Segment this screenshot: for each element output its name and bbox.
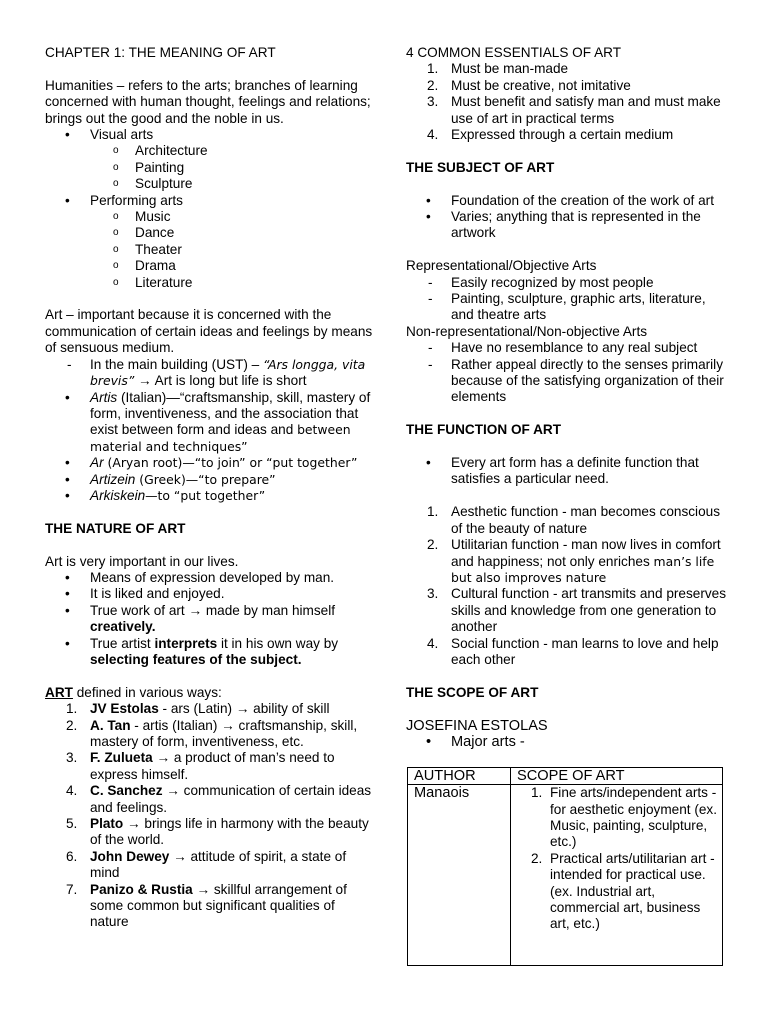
list-item: [45, 193, 373, 209]
artis-term: Artis: [90, 389, 118, 405]
table-cell-author: Manaois: [408, 785, 511, 966]
list-item: [45, 603, 373, 636]
table-header-row: [408, 767, 723, 784]
item-label: Theater: [135, 241, 182, 257]
circle-bullet-icon: o: [113, 260, 119, 272]
list-item: [45, 390, 373, 456]
definitions-list: [45, 701, 373, 931]
item-label: Practical arts/utilitarian art - intended for practical use. (ex. Industrial art, commercial art, business art, etc.): [550, 850, 715, 932]
item-label: Easily recognized by most people: [451, 274, 654, 290]
list-item: [406, 291, 726, 324]
ar-term: Ar: [90, 455, 104, 471]
item-label: Every art form has a definite function that satisfies a particular need.: [451, 455, 699, 487]
item-label: Have no resemblance to any real subject: [451, 340, 698, 356]
artizein-term: Artizein: [90, 471, 136, 487]
item-number: 2.: [66, 717, 78, 733]
left-column: [45, 45, 373, 931]
list-item: [406, 586, 726, 635]
item-label: Painting, sculpture, graphic arts, literature, and theatre arts: [451, 291, 706, 323]
item-label: Expressed through a certain medium: [451, 127, 674, 143]
item-label: Utilitarian function - man now lives in comfort and happiness; not only enriches: [451, 537, 721, 569]
item-number: 6.: [66, 848, 78, 864]
art-defined-intro: [45, 685, 373, 701]
item-label: Must benefit and satisfy man and must make use of art in practical terms: [451, 94, 721, 126]
subject-list: [406, 193, 726, 242]
item-label: Fine arts/independent arts - for aesthetic enjoyment (ex. Music, painting, sculpture, etc.): [550, 785, 717, 850]
artizein-definition: (Greek)—“to prepare”: [135, 471, 276, 487]
list-item: [406, 455, 726, 488]
dash-icon: -: [428, 340, 433, 356]
nonrepresentational-title: Non-representational/Non-objective Arts: [406, 323, 648, 339]
ar-definition: (Aryan root)—“to join” or “put together”: [103, 455, 358, 471]
list-item: [406, 127, 726, 143]
performing-arts-label: Performing arts: [90, 192, 183, 208]
item-number: 3.: [427, 94, 439, 110]
list-item: [45, 143, 373, 159]
definition-text: → skillful arrangement of some common but significant qualities of nature: [90, 881, 347, 930]
list-item: [406, 537, 726, 586]
item-label: Varies; anything that is represented in the artwork: [451, 209, 701, 241]
list-item: [406, 61, 726, 77]
nature-list: [45, 570, 373, 668]
item-label: Music: [135, 209, 171, 225]
arkiskein-term: Arkiskein: [90, 487, 146, 503]
circle-bullet-icon: o: [113, 227, 119, 239]
bullet-icon: •: [65, 487, 70, 503]
list-item: [45, 750, 373, 783]
list-item: [45, 882, 373, 931]
major-arts-list: [406, 734, 726, 750]
list-item: [45, 209, 373, 225]
list-item: [45, 816, 373, 849]
item-label: Painting: [135, 159, 185, 175]
list-item: [406, 357, 726, 406]
list-item: [45, 586, 373, 602]
list-item: [45, 160, 373, 176]
ust-meaning: → Art is long but life is short: [134, 373, 307, 389]
author-name: Panizo & Rustia: [90, 881, 193, 897]
list-item: [45, 488, 373, 504]
list-item: [406, 78, 726, 94]
list-item: [45, 455, 373, 471]
circle-bullet-icon: o: [113, 161, 119, 173]
item-emphasis: interprets: [154, 635, 218, 651]
arkiskein-definition: —to “put together”: [145, 487, 266, 503]
bullet-icon: •: [65, 192, 70, 208]
item-number: 7.: [66, 881, 78, 897]
item-label: Literature: [135, 274, 193, 290]
bullet-icon: •: [65, 455, 70, 471]
bullet-icon: •: [426, 455, 431, 471]
list-item: [406, 94, 726, 127]
author-name: A. Tan: [90, 717, 131, 733]
item-label: Must be man-made: [451, 61, 569, 77]
art-important-paragraph: Art – important because it is concerned with the communication of certain ideas and feelings by means of sensuous medium.: [45, 307, 373, 356]
item-label: True work of art → made by man himself: [90, 602, 336, 618]
list-item: [45, 636, 373, 669]
bullet-icon: •: [65, 471, 70, 487]
item-label: Means of expression developed by man.: [90, 569, 335, 585]
list-item: [517, 785, 722, 851]
ust-quote: “Ars longga, vita brevis”: [90, 356, 366, 389]
list-item: [45, 225, 373, 241]
definition-text: → attitude of spirit, a state of mind: [90, 848, 347, 881]
right-column: [406, 45, 726, 966]
item-emphasis: selecting features of the subject.: [90, 651, 302, 667]
item-number: 4.: [427, 635, 439, 651]
dash-icon: -: [428, 356, 433, 372]
definition-text: - artis (Italian) → craftsmanship, skill, mastery of form, inventiveness, etc.: [90, 717, 358, 749]
item-number: 3.: [66, 750, 78, 766]
item-label: Cultural function - art transmits and preserves skills and knowledge from one generation to another: [451, 586, 727, 635]
nature-heading: THE NATURE OF ART: [45, 520, 186, 536]
scope-heading: THE SCOPE OF ART: [406, 684, 539, 700]
item-number: 4.: [66, 783, 78, 799]
circle-bullet-icon: o: [113, 145, 119, 157]
item-number: 5.: [66, 816, 78, 832]
dash-icon: -: [428, 274, 433, 290]
list-item: [45, 258, 373, 274]
item-label: True artist: [90, 635, 155, 651]
list-item: [406, 209, 726, 242]
item-number: 3.: [427, 586, 439, 602]
list-item: [45, 783, 373, 816]
item-number: 1.: [66, 701, 78, 717]
artis-definition-tail: between material and techniques”: [90, 422, 351, 454]
list-item: [45, 357, 373, 390]
nature-intro: Art is very important in our lives.: [45, 553, 239, 569]
representational-title: Representational/Objective Arts: [406, 258, 597, 274]
item-label: Rather appeal directly to the senses primarily because of the satisfying organization of their elements: [451, 356, 724, 405]
author-name: JV Estolas: [90, 701, 159, 717]
table-cell-scope: [511, 785, 723, 966]
list-item: [406, 193, 726, 209]
humanities-paragraph: Humanities – refers to the arts; branches of learning concerned with human thought, feelings and relations; brings out the good and the noble in us.: [45, 77, 371, 126]
list-item: [45, 176, 373, 192]
list-item: [406, 504, 726, 537]
list-item: [45, 472, 373, 488]
list-item: [45, 849, 373, 882]
item-label: Major arts -: [451, 733, 525, 750]
artis-definition: (Italian)—“craftsmanship, skill, mastery of form, inventiveness, and the association that exist between form and ideas and: [90, 389, 371, 438]
table-header-author: AUTHOR: [408, 767, 511, 784]
representational-list: [406, 275, 726, 324]
item-label: It is liked and enjoyed.: [90, 586, 225, 602]
item-label: Aesthetic function - man becomes conscious of the beauty of nature: [451, 504, 720, 536]
function-intro-list: [406, 455, 726, 488]
list-item: [45, 570, 373, 586]
item-label: it in his own way by: [217, 635, 339, 651]
item-number: 4.: [427, 127, 439, 143]
item-number: 2.: [427, 77, 439, 93]
list-item: [45, 718, 373, 751]
item-label: Dance: [135, 225, 175, 241]
author-name: F. Zulueta: [90, 750, 153, 766]
bullet-icon: •: [65, 586, 70, 602]
list-item: [406, 734, 726, 750]
bullet-icon: •: [426, 192, 431, 208]
list-item: [45, 242, 373, 258]
list-item: [45, 127, 373, 143]
item-emphasis: creatively.: [90, 619, 156, 635]
list-item: [406, 340, 726, 356]
author-name: Plato: [90, 816, 124, 832]
list-item: [517, 851, 722, 933]
chapter-title: CHAPTER 1: THE MEANING OF ART: [45, 45, 276, 60]
circle-bullet-icon: o: [113, 211, 119, 223]
definition-text: → brings life in harmony with the beauty of the world.: [90, 816, 369, 848]
item-label: Architecture: [135, 143, 208, 159]
list-item: [406, 275, 726, 291]
item-label: Social function - man learns to love and help each other: [451, 635, 719, 667]
essentials-title: 4 COMMON ESSENTIALS OF ART: [406, 45, 622, 60]
item-number: 1.: [531, 785, 543, 801]
nonrepresentational-list: [406, 340, 726, 406]
circle-bullet-icon: o: [113, 276, 119, 288]
item-label: Must be creative, not imitative: [451, 77, 631, 93]
dash-icon: -: [67, 356, 72, 372]
scope-table: [407, 767, 723, 966]
subject-heading: THE SUBJECT OF ART: [406, 159, 555, 175]
circle-bullet-icon: o: [113, 178, 119, 190]
definition-text: - ars (Latin) → ability of skill: [158, 701, 330, 717]
author-name: John Dewey: [90, 848, 170, 864]
author-name: C. Sanchez: [90, 783, 163, 799]
item-label-tail: man’s life but also improves nature: [451, 553, 715, 585]
list-item: [45, 701, 373, 717]
item-label: Drama: [135, 258, 176, 274]
item-number: 2.: [427, 537, 439, 553]
bullet-icon: •: [426, 733, 432, 750]
ust-text: In the main building (UST) –: [90, 356, 264, 372]
table-row: [408, 785, 723, 966]
function-heading: THE FUNCTION OF ART: [406, 422, 562, 438]
item-number: 1.: [427, 504, 439, 520]
definition-text: → communication of certain ideas and feelings.: [90, 783, 372, 815]
bullet-icon: •: [65, 569, 70, 585]
bullet-icon: •: [65, 602, 70, 618]
list-item: [406, 636, 726, 669]
list-item: [45, 275, 373, 291]
item-label: Foundation of the creation of the work of art: [451, 192, 714, 208]
bullet-icon: •: [65, 635, 70, 651]
item-label: Sculpture: [135, 176, 193, 192]
art-defined-text: defined in various ways:: [72, 684, 222, 700]
visual-arts-label: Visual arts: [90, 127, 154, 143]
arts-list: [45, 127, 373, 291]
item-number: 1.: [427, 61, 439, 77]
table-header-scope: SCOPE OF ART: [511, 767, 723, 784]
circle-bullet-icon: o: [113, 243, 119, 255]
bullet-icon: •: [426, 209, 431, 225]
bullet-icon: •: [65, 127, 70, 143]
art-underlined: ART: [45, 684, 73, 700]
definition-text: → a product of man’s need to express himself.: [90, 750, 335, 782]
josefina-label: JOSEFINA ESTOLAS: [406, 717, 548, 734]
scope-list: [517, 785, 722, 933]
essentials-list: [406, 61, 726, 143]
etymology-list: [45, 357, 373, 505]
bullet-icon: •: [65, 389, 70, 405]
dash-icon: -: [428, 291, 433, 307]
item-number: 2.: [531, 850, 543, 866]
functions-list: [406, 504, 726, 668]
